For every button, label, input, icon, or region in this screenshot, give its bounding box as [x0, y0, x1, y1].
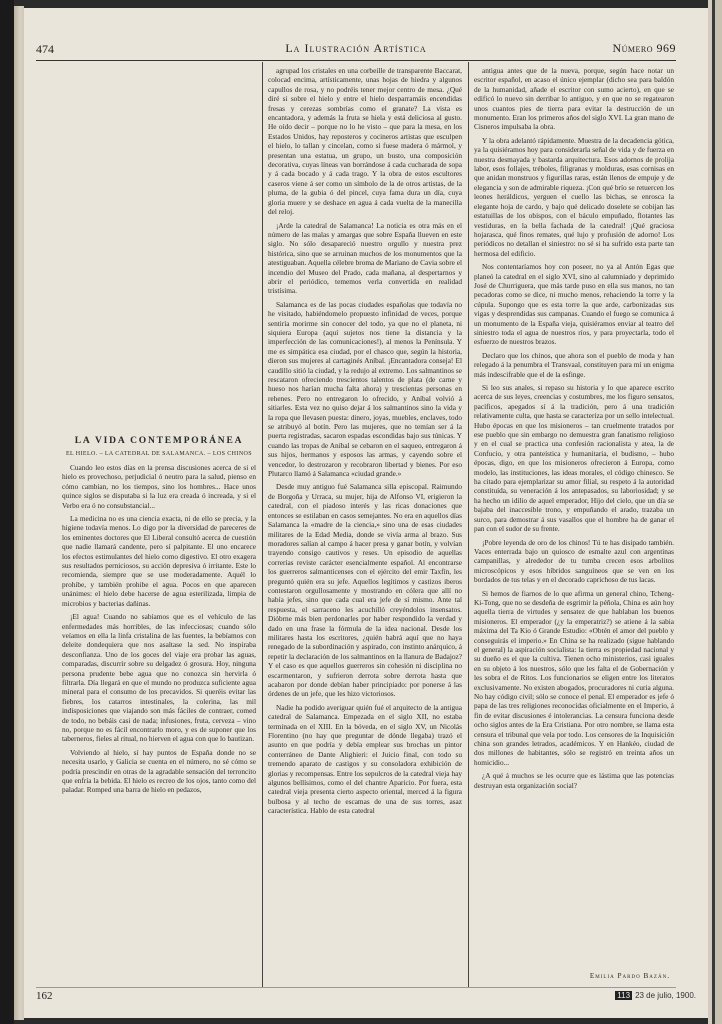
paragraph: Cuando leo estos días en la prensa discusiones acerca de si el hielo es provechoso, perjudicial ó neutro para la salud, pienso en cómo cambian, no los tiempos, sino los hombres... Hace unos quince siglos se disputaba si la luz era creada ó increada, y si el Verbo era ó no consubstancial...	[62, 463, 256, 510]
paragraph: ¿A qué á muchos se les ocurre que es lástima que las potencias destruyan esta organización social?	[474, 771, 674, 790]
paragraph: Y la obra adelantó rápidamente. Muestra de la decadencia gótica, ya la quisiéramos hoy para considerarla señal de vida y de fuerza en nuestra desmayada y bastarda arquitectura. Esos adornos de prolija labor, esos follajes, tréboles, filigranas y molduras, esas cornisas en que anidan monstruos y figurillas raras, están llenos de empuje y de elegancia y son de admirable riqueza. ¡Con qué brío se retuercen los leones heráldicos, yerguen el cuello las bichas, se enrosca la elegante hoja de cardo, y bajo qué delicado doselete se cobijan las estatuillas de los obispos, con el báculo empuñado, flotantes las vestiduras, en la bella fachada de la catedral! ¡Qué graciosa hojarasca, qué finos remates, qué lujo y profusión de adorno! Los periódicos no detallan el siniestro: no sé si ha sufrido esta parte tan hermosa del edificio.	[474, 135, 674, 258]
section-title: LA VIDA CONTEMPORÁNEA	[74, 436, 244, 446]
paragraph: Si hemos de fiarnos de lo que afirma un general chino, Tcheng-Ki-Tong, que no se desdeña de esgrimir la péñola, China es aún hoy aquella tierra de virtudes y sensatez de que hablaban los buenos misioneros. El emperador (¿y la emperatriz?) se atiene á la sabia máxima del Ta Kio ó Grande Estudio: «Obtén el amor del pueblo y conseguirás el imperio.» En China se ha realizado (sigue hablando el general) la aspiración socialista: la tierra es propiedad nacional y su dueño es el que la cultiva. Tienen ocho ministerios, casi iguales en su objeto á los nuestros, sólo que les falta el de Gobernación y les sobra el de Ritos. Los funcionarios se eligen entre los literatos exclusivamente. No existen abogados, procuradores ni curia alguna. No hay código civil; sólo se conoce el penal. El emperador es jefe ó papa de las tres religiones reconocidas oficialmente en el Imperio, á fin de evitar discusiones é intolerancias. La censura funciona desde ocho siglos antes de la Era Cristiana. Por otro nombre, se llama esta censura el tribunal que vela por todo. Los censores de la Inquisición china son grandes letrados, académicos. Y en Hankéo, ciudad de dos millones de habitantes, sólo se registró en treinta años un homicidio...	[474, 588, 674, 767]
paragraph: Salamanca es de las pocas ciudades españolas que todavía no he visitado, habiéndomelo propuesto infinidad de veces, porque sentiría morirme sin conocer del todo, ya que no el planeta, ni siquiera Europa (aquí sujetos nos tiene la distancia y la imperfección de las comunicaciones!), al menos la Península. Y me es simpática esa ciudad, por el chasco que, según la historia, dieron sus mujeres al cartaginés Aníbal. ¡Encantadora conseja! El caudillo sitió la ciudad, y la redujo al extremo. Los salmantinos se rescataron ofreciendo trescientos talentos de plata (de carne y hueso nos harían mucha falta ahora) y trescientas personas en rehenes. Pero no entregaron lo ofrecido, y Aníbal volvió á sitiarles. Esta vez no quiso dejar á los salmantinos sino la vida y la ropa que llevasen puesta: dinero, joyas, muebles, enclaves, todo se atribuyó al botín. Pero las mujeres, que no temían ser á la puerta registradas, sacaron espadas escondidas bajo sus túnicas. Y cuando las tropas de Aníbal se cebaron en el saqueo, entregaron á sus hijos, hermanos y esposos las armas, y cayendo sobre el vencedor, lo destrozaron y recobraron libertad y bienes. Por eso Plutarco llamó á Salamanca «ciudad grande.»	[268, 299, 462, 479]
header-page-number: 474	[36, 42, 54, 56]
header-issue-number: Número 969	[612, 41, 676, 55]
footer-box-number: 113	[617, 991, 631, 1000]
footer-rule	[36, 987, 676, 988]
paragraph: Declaro que los chinos, que ahora son el pueblo de moda y han relegado á la penumbra el Transvaal, constituyen para mí un enigma más indescifrable que el de la esfinge.	[474, 350, 674, 379]
column-2	[268, 66, 462, 986]
column-rule-1	[262, 62, 263, 988]
paragraph: Nos contentaríamos hoy con poseer, no ya al Antón Egas que planeó la catedral en el siglo XVI, sino al calumniado y deprimido José de Churriguera, que más tarde puso en ella sus manos, no tan pecadoras como se dice, ni mucho menos, rehaciendo la torre y la cúpula. Supongo que es esta torre la que arde, carbonizadas sus vigas y desprendidas sus campanas. Cuando el fuego se comunica á un monumento de la España vieja, quisiéramos enviar al teatro del siniestro toda el agua de nuestros ríos, y para proyectarla, todo el esfuerzo de nuestros brazos.	[474, 262, 674, 347]
author-signature: Emilia Pardo Bazán.	[589, 972, 670, 980]
paragraph: antigua antes que de la nueva, porque, según hace notar un escritor español, en acaso el único ejemplar (dicho sea para baldón de la humanidad, añade el escritor con sumo acierto), en que se edificó lo nuevo sin derribar lo antiguo, y en que no se regatearon unos cuantos pies de tierra para evitar la destrucción de un monumento. Eran los primeros años del siglo XVI. La gran mano de Cisneros impulsaba la obra.	[474, 66, 675, 132]
column-3	[474, 66, 674, 986]
paragraph: La medicina no es una ciencia exacta, ni de ello se precia, y la higiene todavía menos. Lo digo por la diversidad de pareceres de los eminentes doctores que El Liberal consultó acerca de cuestión que nadie llamará candente, pero sí palpitante. El uno encarece los efectos estimulantes del hielo como digestivo. El otro exagera sus resultados perniciosos, su acción depresiva ó irritante. Este lo recomienda, siempre que se use moderadamente. Aquél lo prohibe, y también prohibe el agua. Pocos en que aparecen unánimes: el hielo debe hacerse de agua esterilizada, limpia de microbios y bacterias dañinas.	[62, 514, 256, 608]
paragraph: ¡Arde la catedral de Salamanca! La noticia es otra más en el número de las malas y amargas que sobre España llueven en este siglo. No sólo desapareció nuestro orgullo y nuestra prez histórica, sino que se arruinan muchos de los monumentos que la atestiguaban. Aquella célebre broma de Mariano de Cavia sobre el incendio del Museo del Prado, cada mañana, al despertarnos y abrir el periódico, tememos verla convertida en realidad tristísima.	[268, 220, 462, 296]
paragraph: ¡Pobre leyenda de oro de los chinos! Tú te has disipado también. Vaces enterrada bajo un quiosco de esmalte azul con argentinas campanillas, y alrededor de tu tumba crecen esos arbolitos microscópicos y esos híbridos sanguíneos que se ven en los bordados de tus telas y en el decorado caprichoso de tus lacas.	[474, 537, 674, 585]
paragraph: ¡El agua! Cuando no sabíamos que es el vehículo de las enfermedades más horribles, de las infecciosas; cuando sólo veíamos en ella la linfa cristalina de las fuentes, la bebíamos con deleite dondequiera que nos asaltase la sed. No inspiraba desconfianza. Uno de los goces del viaje era probar las aguas, comparadas, discurrir sobre su delgadez ó grosura. Hoy, ninguna persona prudente bebe agua que no conozca sin hervirla ó filtrarla. Día llegará en que el mundo no produzca suficiente agua mineral para el consumo de los precavidos. Si queréis evitar las fiebres, los catarros intestinales, la colerina, las mil indisposiciones que viajando son más fáciles de contraer, comed de todo, no bebáis casi de nada; infusiones, fruta, cerveza – vino no, porque no es fácil encontrarlo moro, y es de suponer que los taberneros, fieles al ritual, no hierven el agua con que lo bautizan.	[62, 612, 256, 744]
column-1	[62, 436, 256, 984]
next-page-edge	[708, 0, 722, 1024]
paragraph: Volviendo al hielo, sí hay puntos de España donde no se necesita usarlo, y Galicia se cuenta en el número, no sé cómo se podría prescindir en otras de la agradable sensación del terroncito que enfría la bebida. El hielo es recreo de los ojos, tanto como del paladar. Romped una barra de hielo en pedazos,	[62, 747, 256, 795]
footer-date: 23 de julio, 1900.	[635, 991, 696, 1000]
scan-page-number: 162	[36, 990, 53, 1002]
section-subtitle: EL HIELO. – LA CATEDRAL DE SALAMANCA. – LOS CHINOS	[65, 451, 253, 457]
header-title: La Ilustración Artística	[285, 41, 427, 55]
paragraph: Nadie ha podido averiguar quién fué el arquitecto de la antigua catedral de Salamanca. Empezada en el siglo XII, no estaba terminada en el XIII. En la bóveda, en el siglo XV, un Nicolás Florentino (no hay que preguntar de dónde llegaba) trazó el asunto en que podría y debía emplear sus brochas un pintor conterráneo de Dante Alighieri: el Juicio final, con todo su tremendo aparato de castigos y su consoladora exhibición de glorias y recompensas. Entre los sepulcros de la catedral vieja hay algunos bellísimos, como el del chantre Aparicio. Por fuera, esta catedral vieja presenta cierto aspecto oriental, merced á la figura bulbosa y al techo de escamas de una de sus torres, asaz característica. Hablo de esta catedral	[268, 702, 462, 816]
page-header	[36, 38, 676, 61]
paragraph: Si leo sus anales, si repaso su historia y lo que aparece escrito acerca de sus leyes, creencias y costumbres, me los figuro sensatos, pacíficos, apegados sí á la tradición, pero á una tradición relativamente culta, que hasta se caracteriza por un sello intelectual. Hubo épocas en que los misioneros – tan cruelmente tratados por ese pueblo que sin embargo no demuestra gran fanatismo religioso y en el cual se practica una confesión racionalista y atea, la de Confucio, y otra panteística y humanitaria, el budismo, – hubo épocas, digo, en que los misioneros ofrecieron á Europa, como modelo, las instituciones, las ideas morales, el código chinesco. Se ha citado para ejemplarizar su amor filial, su respeto á la autoridad constituída, su veneración á los antepasados, su laboriosidad; y se ha hecho un idilio de aquel emperador, Hijo del cielo, que un día se bajaba del inaccesible trono, y empuñando el arado, trazaba un surco, para demostrar á sus vasallos que el hombre ha de ganar el pan con el sudor de su frente.	[474, 383, 674, 534]
footer-date-stamp	[615, 991, 696, 1000]
scan-left-shadow	[0, 0, 14, 1024]
paragraph: agrupad los cristales en una corbeille de transparente Baccarat, colocad encima, artísticamente, unas hojas de hiedra y algunos capullos de rosa, y no podréis tener mejor centro de mesa. ¿Qué diré si sobre el hielo y entre el hielo desparramáis encendidas fresas y cerezas sombrías como el granate? La vista es encantadora, y además la fruta se hiela y está deliciosa al gusto. He oído decir – porque no lo he visto – que para la mesa, en los Estados Unidos, hay reposteros y cocineros artistas que esculpen el hielo, lo tallan y cincelan, como si fuese madera ó mármol, y presentan una estatua, un grupo, un busto, una composición decorativa, cuyas líneas van borrándose á cada cucharada de sopa y á cada bocado y á cada trago. Y la obra de estos escultores caseros viene á ser como un símbolo de la de otros artistas, de la pluma, de la gubia ó del pincel, cuya fama dura un día, cuya gloria muere y se deshace en agua á cada vuelta de la manecilla del reloj.	[268, 66, 462, 217]
page-binding-edge	[14, 6, 24, 1020]
column-rule-2	[468, 62, 469, 988]
paragraph: Desde muy antiguo fué Salamanca silla episcopal. Raimundo de Borgoña y Urraca, su mujer, hija de Alfonso VI, erigieron la catedral, con el piadoso interés y las ricas donaciones que entonces se estilaban en casos semejantes. No era en aquellos días Salamanca la «madre de la ciencia,» sino una de esas ciudades militares de la Edad Media, donde se vivía arma al brazo. Sus moradores salían al campo á hacer presa y ganar botín, y volvían trayendo consigo cautivos y reses. Un episodio de aquellas correrías reviste carácter esencialmente español. Al encontrarse los guerreros salmanticenses con el ejército del emir Taxfín, les preguntó quién era su jefe. Aquellos legítimos y castizos iberos contestaron orgullosamente y mostrando en cólera que allí no había jefes, sino que cada cual era jefe de sí mismo. Ante tal respuesta, el sarraceno les acuchilló creyéndolos insensatos. Dióbrne más bien perdonarles por haber respondido la verdad y dado en una frase la fórmula de la idea nacional. Desde los militares hasta los escritores, ¿quién habrá aquí que no haya renegado de la subordinación y aspirado, con instinto anárquico, á repetir la declaración de los salmantinos en la llanura de Badajoz? Y el caso es que aquellos guerreros sin cohesión ni disciplina no escarmentaron, y sufrieron derrota sobre derrota hasta que acabaron por donde debían haber principiado: por ponerse á las órdenes de un jefe, que les hizo victoriosos.	[268, 482, 462, 699]
